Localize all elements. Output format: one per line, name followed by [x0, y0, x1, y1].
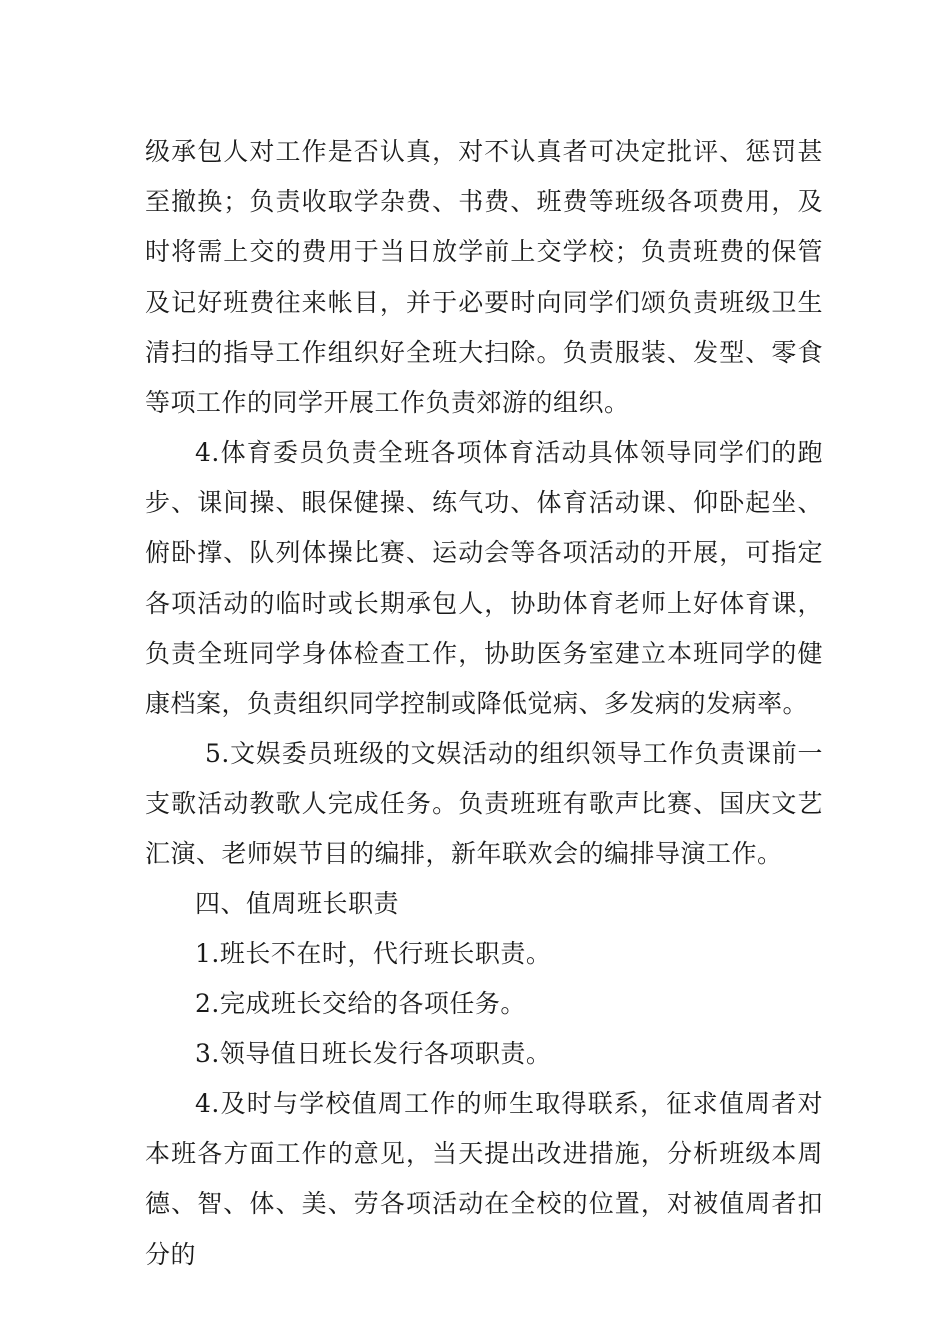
section-heading-weekly-monitor: 四、值周班长职责	[195, 889, 400, 918]
paragraph-sports-committee: 4.体育委员负责全班各项体育活动具体领导同学们的跑步、课间操、眼保健操、练气功、体育活动课、仰卧起坐、俯卧撑、队列体操比赛、运动会等各项活动的开展，可指定各项活动的临时或长期承包人，协助体育老师上好体育课，负责全班同学身体检查工作，协助医务室建立本班同学的健康档案，负责组织同学控制或降低觉病、多发病的发病率。	[145, 438, 823, 719]
list-item-1: 1.班长不在时，代行班长职责。	[195, 939, 552, 968]
paragraph-entertainment-committee: 5.文娱委员班级的文娱活动的组织领导工作负责课前一支歌活动教歌人完成任务。负责班班有歌声比赛、国庆文艺汇演、老师娱节目的编排，新年联欢会的编排导演工作。	[145, 739, 823, 869]
list-item-4: 4.及时与学校值周工作的师生取得联系，征求值周者对本班各方面工作的意见，当天提出改进措施，分析班级本周德、智、体、美、劳各项活动在全校的位置，对被值周者扣分的	[145, 1089, 823, 1269]
paragraph-continuation: 级承包人对工作是否认真，对不认真者可决定批评、惩罚甚至撤换；负责收取学杂费、书费、班费等班级各项费用，及时将需上交的费用于当日放学前上交学校；负责班费的保管及记好班费往来帐目，并于必要时向同学们颂负责班级卫生清扫的指导工作组织好全班大扫除。负责服装、发型、零食等项工作的同学开展工作负责郊游的组织。	[145, 137, 823, 418]
list-item-2: 2.完成班长交给的各项任务。	[195, 989, 526, 1018]
list-item-3: 3.领导值日班长发行各项职责。	[195, 1039, 552, 1068]
